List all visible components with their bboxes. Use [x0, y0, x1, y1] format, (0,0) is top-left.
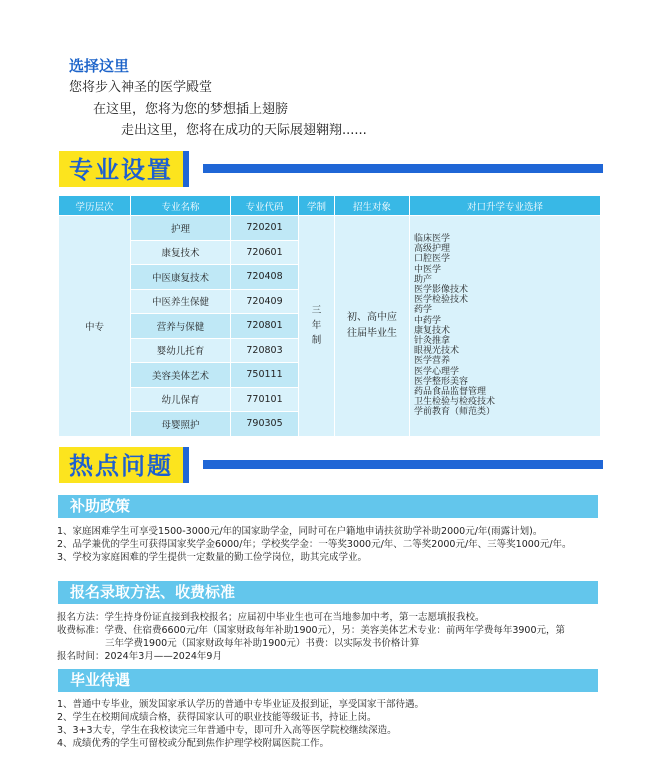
method-text: 学生持身份证直接到我校报名；应届初中毕业生也可在当地参加中考，第一志愿填报我校。 [104, 612, 485, 623]
table-row [59, 216, 601, 241]
further-majors-list [410, 234, 600, 418]
major-code: 720601 [231, 240, 299, 265]
duration-char: 三 [311, 305, 322, 317]
further-major-item: 高级护理 [414, 244, 451, 255]
table-header-row [59, 196, 601, 216]
duration-cell [299, 216, 335, 437]
further-major-item: 口腔医学 [414, 254, 451, 265]
method-label: 报名方法： [57, 612, 105, 623]
major-name: 康复技术 [131, 240, 231, 265]
further-major-item: 中医学 [414, 264, 442, 275]
graduation-header: 毕业待遇 [58, 669, 598, 692]
header-further-study: 对口升学专业选择 [410, 196, 601, 216]
further-major-item: 临床医学 [414, 233, 451, 244]
list-item: 3、3+3大专，学生在我校读完三年普通中专，即可升入高等医学院校继续深造。 [57, 725, 397, 736]
admission-method-row [57, 611, 565, 624]
major-table [58, 195, 601, 437]
fee-text-2: 三年学费1900元（国家财政每年补助1900元）书费：以实际发书价格计算 [105, 638, 420, 649]
list-item: 1、家庭困难学生可享受1500-3000元/年的国家助学金，同时可在户籍地申请扶贫助学补助2000元/年(雨露计划)。 [57, 526, 543, 537]
major-name: 幼儿保育 [131, 387, 231, 412]
duration-char: 制 [311, 335, 322, 347]
section-title-major-text: 专业设置 [69, 156, 173, 184]
major-code: 720801 [231, 314, 299, 339]
further-majors-cell [410, 216, 601, 437]
major-name: 营养与保健 [131, 314, 231, 339]
fee-text-1: 学费、住宿费6600元/年（国家财政每年补助1900元），另：美容美体艺术专业：前两年学费每年3900元，第 [104, 625, 565, 636]
banner-underline-major [203, 164, 603, 173]
further-major-item: 药品食品监督管理 [414, 386, 487, 397]
major-name: 美容美体艺术 [131, 363, 231, 388]
intro-line-2: 在这里，您将为您的梦想插上翅膀 [93, 102, 289, 117]
further-major-item: 中药学 [414, 315, 442, 326]
major-code: 720803 [231, 338, 299, 363]
major-code: 770101 [231, 387, 299, 412]
further-major-item: 医学影像技术 [414, 284, 469, 295]
level-cell: 中专 [59, 216, 131, 437]
further-major-item: 医学营养 [414, 356, 451, 367]
header-major-name: 专业名称 [131, 196, 231, 216]
major-name: 护理 [131, 216, 231, 241]
major-code: 720409 [231, 289, 299, 314]
intro-line-3: 走出这里，您将在成功的天际展翅翱翔...... [121, 123, 367, 138]
graduation-list [57, 698, 424, 750]
further-major-item: 医学整形美容 [414, 376, 469, 387]
further-major-item: 针灸推拿 [414, 335, 451, 346]
major-name: 婴幼儿托育 [131, 338, 231, 363]
header-target: 招生对象 [335, 196, 410, 216]
admission-fee-row [57, 624, 565, 637]
further-major-item: 医学检验技术 [414, 295, 469, 306]
further-major-item: 眼视光技术 [414, 346, 460, 357]
admission-details [57, 611, 565, 663]
target-line: 往届毕业生 [347, 327, 397, 339]
further-major-item: 卫生检验与检疫技术 [414, 397, 496, 408]
major-name: 母婴照护 [131, 412, 231, 437]
further-major-item: 医学心理学 [414, 366, 460, 377]
target-line: 初、高中应 [347, 311, 397, 323]
list-item: 2、学生在校期间成绩合格，获得国家认可的职业技能等级证书，持证上岗。 [57, 712, 377, 723]
further-major-item: 助产 [414, 274, 433, 285]
major-code: 750111 [231, 363, 299, 388]
target-cell [335, 216, 410, 437]
subsidy-list [57, 525, 572, 564]
list-item: 4、成绩优秀的学生可留校或分配到焦作护理学校附属医院工作。 [57, 738, 330, 749]
major-name: 中医养生保健 [131, 289, 231, 314]
further-major-item: 药学 [414, 305, 433, 316]
list-item: 1、普通中专毕业，颁发国家承认学历的普通中专毕业证及报到证，享受国家干部待遇。 [57, 699, 425, 710]
admission-time-row [57, 650, 565, 663]
time-text: 2024年3月——2024年9月 [104, 651, 222, 662]
subsidy-header: 补助政策 [58, 495, 598, 518]
banner-underline-hot [203, 460, 603, 469]
header-duration: 学制 [299, 196, 335, 216]
major-code: 790305 [231, 412, 299, 437]
further-major-item: 学前教育（师范类） [414, 407, 496, 418]
time-label: 报名时间： [57, 651, 105, 662]
fee-label: 收费标准： [57, 625, 105, 636]
section-title-major [59, 151, 183, 187]
major-code: 720201 [231, 216, 299, 241]
list-item: 3、学校为家庭困难的学生提供一定数量的勤工俭学岗位，助其完成学业。 [57, 552, 368, 563]
intro-line-1: 您将步入神圣的医学殿堂 [69, 80, 213, 95]
major-name: 中医康复技术 [131, 265, 231, 290]
admission-header: 报名录取方法、收费标准 [58, 581, 598, 604]
further-major-item: 康复技术 [414, 325, 451, 336]
major-table-wrap [58, 195, 601, 437]
major-code: 720408 [231, 265, 299, 290]
list-item: 2、品学兼优的学生可获得国家奖学金6000/年；学校奖学金：一等奖3000元/年、二等奖2000元/年、三等奖1000元/年。 [57, 539, 572, 550]
admission-fee-row-2 [57, 637, 565, 650]
header-level: 学历层次 [59, 196, 131, 216]
section-title-hot [59, 447, 183, 483]
header-major-code: 专业代码 [231, 196, 299, 216]
intro-title: 选择这里 [69, 57, 130, 75]
duration-char: 年 [311, 320, 322, 332]
section-title-hot-text: 热点问题 [69, 452, 173, 480]
